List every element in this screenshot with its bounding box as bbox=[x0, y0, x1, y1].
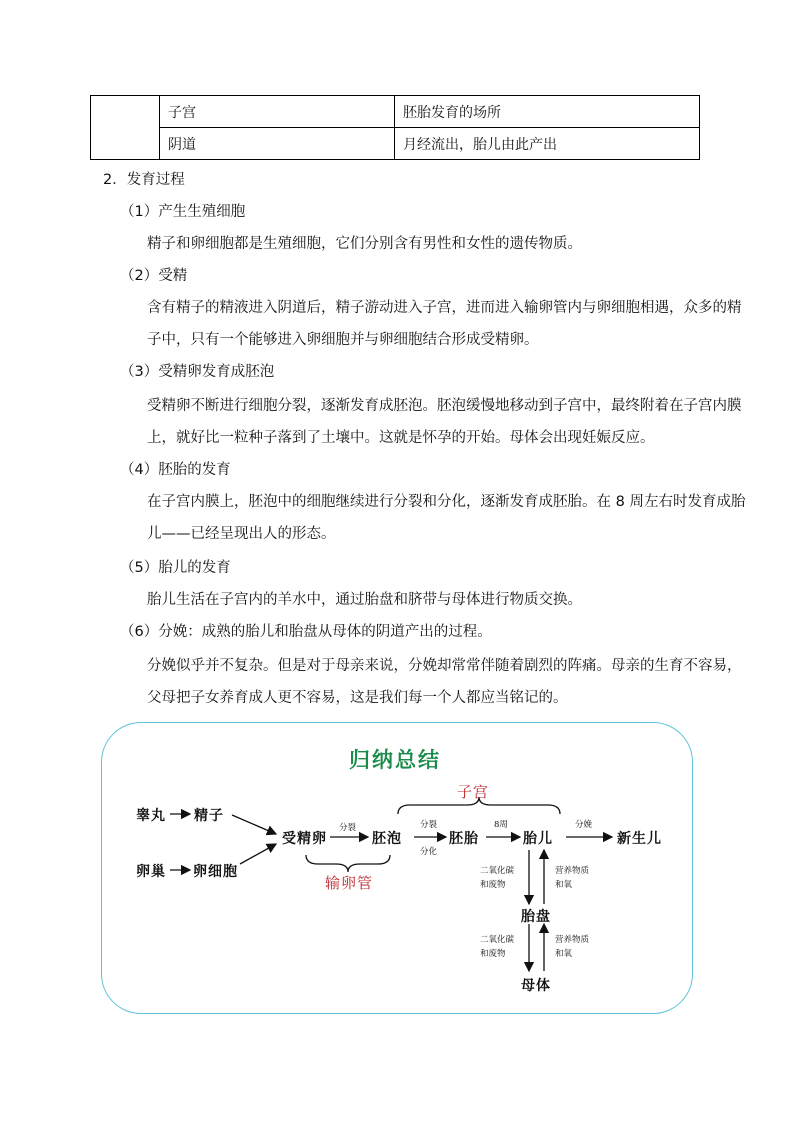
item-title: （5）胎儿的发育 bbox=[120, 560, 231, 576]
label-waste: 和废物 bbox=[480, 949, 506, 959]
label-nutrients: 营养物质 bbox=[555, 866, 590, 876]
table-cell-organ: 子宫 bbox=[160, 96, 395, 128]
table-cell-function: 胚胎发育的场所 bbox=[395, 96, 700, 128]
label-nutrients: 和氧 bbox=[555, 880, 573, 890]
label-waste: 和废物 bbox=[480, 880, 506, 890]
label-waste: 二氧化碳 bbox=[480, 866, 515, 876]
arrow-egg-zygote bbox=[240, 844, 276, 864]
item-text: 受精卵不断进行细胞分裂，逐渐发育成胚泡。胚泡缓慢地移动到子宫中，最终附着在子宫内膜 bbox=[147, 398, 742, 414]
summary-title: 归纳总结 bbox=[349, 747, 441, 772]
item-text: 精子和卵细胞都是生殖细胞，它们分别含有男性和女性的遗传物质。 bbox=[147, 236, 582, 252]
label-weeks: 8周 bbox=[494, 820, 508, 830]
label-nutrients: 营养物质 bbox=[555, 935, 590, 945]
label-division: 分裂 bbox=[339, 823, 357, 833]
item-title: （1）产生生殖细胞 bbox=[120, 204, 246, 220]
item-title: （2）受精 bbox=[120, 268, 188, 284]
item-text: 上，就好比一粒种子落到了土壤中。这就是怀孕的开始。母体会出现妊娠反应。 bbox=[147, 430, 655, 446]
label-differentiation: 分化 bbox=[420, 847, 438, 857]
node-placenta: 胎盘 bbox=[521, 909, 551, 925]
node-fetus: 胎儿 bbox=[523, 831, 553, 847]
label-delivery: 分娩 bbox=[575, 820, 593, 830]
label-waste: 二氧化碳 bbox=[480, 935, 515, 945]
node-testis: 睾丸 bbox=[136, 808, 166, 824]
table-cell-organ: 阴道 bbox=[160, 128, 395, 160]
arrow-sperm-zygote bbox=[232, 815, 276, 834]
label-nutrients: 和氧 bbox=[555, 949, 573, 959]
node-egg: 卵细胞 bbox=[193, 864, 238, 880]
item-title: （4）胚胎的发育 bbox=[120, 462, 231, 478]
brace-oviduct bbox=[306, 855, 390, 872]
item-title: （3）受精卵发育成胚泡 bbox=[120, 364, 275, 380]
node-ovary: 卵巢 bbox=[136, 864, 166, 880]
item-text: 父母把子女养育成人更不容易，这是我们每一个人都应当铭记的。 bbox=[147, 690, 568, 706]
label-oviduct: 输卵管 bbox=[325, 874, 374, 892]
item-text: 儿——已经呈现出人的形态。 bbox=[147, 526, 336, 542]
item-text: 胎儿生活在子宫内的羊水中，通过胎盘和脐带与母体进行物质交换。 bbox=[147, 592, 582, 608]
item-text: 子中，只有一个能够进入卵细胞并与卵细胞结合形成受精卵。 bbox=[147, 332, 539, 348]
node-embryo: 胚胎 bbox=[449, 831, 479, 847]
node-blastocyst: 胚泡 bbox=[372, 831, 402, 847]
section-heading: 2．发育过程 bbox=[103, 172, 185, 188]
label-division: 分裂 bbox=[420, 820, 438, 830]
item-title: （6）分娩：成熟的胎儿和胎盘从母体的阴道产出的过程。 bbox=[120, 624, 492, 640]
node-zygote: 受精卵 bbox=[282, 831, 327, 847]
item-text: 分娩似乎并不复杂。但是对于母亲来说，分娩却常常伴随着剧烈的阵痛。母亲的生育不容易， bbox=[147, 658, 742, 674]
label-uterus: 子宫 bbox=[457, 783, 490, 801]
item-text: 含有精子的精液进入阴道后，精子游动进入子宫，进而进入输卵管内与卵细胞相遇，众多的精 bbox=[147, 300, 742, 316]
node-mother: 母体 bbox=[521, 978, 551, 994]
table-cell-function: 月经流出，胎儿由此产出 bbox=[395, 128, 700, 160]
item-text: 在子宫内膜上，胚泡中的细胞继续进行分裂和分化，逐渐发育成胚胎。在 8 周左右时发育成胎 bbox=[147, 494, 746, 510]
node-sperm: 精子 bbox=[194, 808, 224, 824]
node-newborn: 新生儿 bbox=[617, 831, 662, 847]
